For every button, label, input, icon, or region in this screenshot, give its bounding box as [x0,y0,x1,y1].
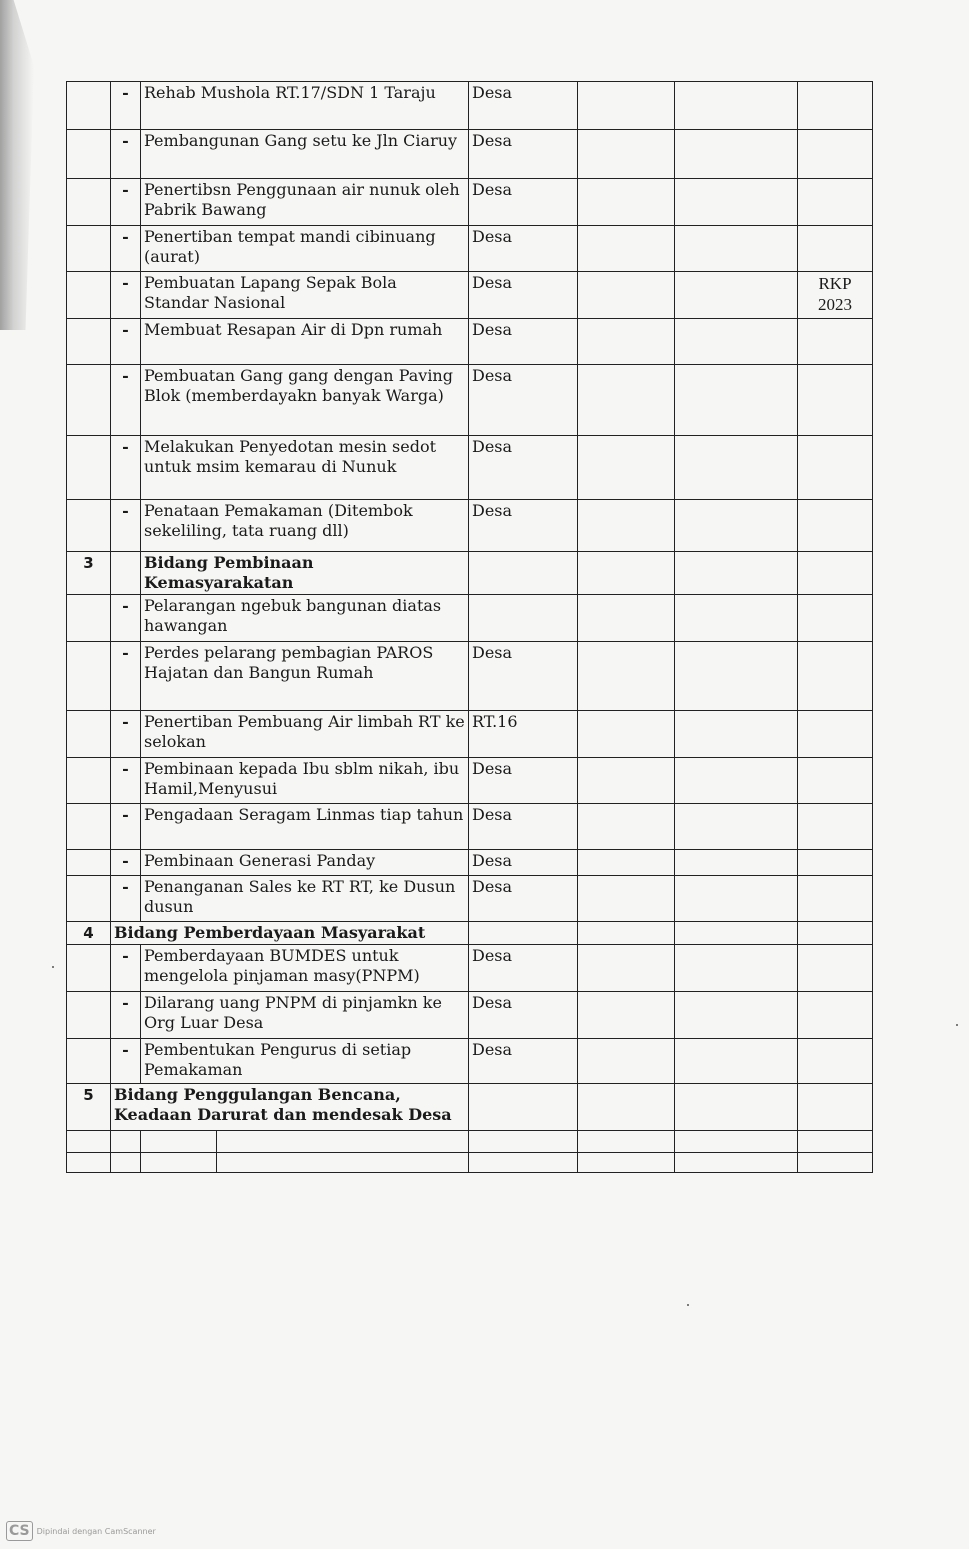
empty-cell [578,711,675,758]
location-cell: Desa [469,992,578,1039]
activity-row [67,365,873,436]
empty-cell [675,1084,798,1131]
location-cell: Desa [469,130,578,179]
location-cell: Desa [469,272,578,319]
activity-description-cell: Dilarang uang PNPM di pinjamkn ke Org Luar Desa [141,992,469,1039]
bullet-dash-cell: - [111,436,141,500]
activity-description-cell: Penertibsn Penggunaan air nunuk oleh Pabrik Bawang [141,179,469,226]
row-number-cell [67,642,111,711]
bidang-header-row [67,1084,873,1131]
bullet-dash-cell: - [111,365,141,436]
bidang-title-cell: Bidang Pembinaan Kemasyarakatan [141,552,469,595]
note-cell [798,850,873,876]
empty-cell [578,272,675,319]
activity-description-cell: Penataan Pemakaman (Ditembok sekeliling, tata ruang dll) [141,500,469,552]
activity-row [67,804,873,850]
bullet-dash-cell: - [111,500,141,552]
row-number-cell [67,130,111,179]
location-cell: Desa [469,804,578,850]
activity-row [67,758,873,804]
activity-description-cell: Pembentukan Pengurus di setiap Pemakaman [141,1039,469,1084]
activity-description-cell: Membuat Resapan Air di Dpn rumah [141,319,469,365]
page-curl-shadow [0,0,34,330]
bullet-dash-cell: - [111,992,141,1039]
empty-cell [67,1153,111,1173]
note-cell [798,1084,873,1131]
activity-row [67,272,873,319]
activity-description-cell: Pembuatan Gang gang dengan Paving Blok (memberdayakn banyak Warga) [141,365,469,436]
bullet-dash-cell: - [111,319,141,365]
activity-description-cell: Penertiban Pembuang Air limbah RT ke selokan [141,711,469,758]
empty-cell [578,595,675,642]
empty-cell [675,922,798,945]
activity-description-cell: Pembinaan Generasi Panday [141,850,469,876]
bullet-dash-cell: - [111,1039,141,1084]
note-cell [798,365,873,436]
empty-cell [578,1131,675,1153]
bidang-header-row [67,922,873,945]
activity-description-cell: Pelarangan ngebuk bangunan diatas hawangan [141,595,469,642]
empty-cell [217,1153,469,1173]
empty-cell [675,642,798,711]
empty-cell [675,272,798,319]
activity-row [67,595,873,642]
empty-cell [111,1153,141,1173]
empty-cell [578,319,675,365]
bullet-dash-cell: - [111,876,141,922]
empty-cell [578,82,675,130]
watermark-text: Dipindai dengan CamScanner [36,1526,156,1536]
row-number-cell: 3 [67,552,111,595]
empty-cell [67,1131,111,1153]
activity-row [67,82,873,130]
empty-cell [578,500,675,552]
empty-cell [578,945,675,992]
note-cell [798,82,873,130]
activity-row [67,876,873,922]
activity-row [67,992,873,1039]
bidang-title-cell: Bidang Pemberdayaan Masyarakat [111,922,469,945]
location-cell: Desa [469,945,578,992]
scanner-watermark [6,1521,156,1541]
location-cell: Desa [469,758,578,804]
activity-row [67,226,873,272]
activity-description-cell: Penanganan Sales ke RT RT, ke Dusun dusun [141,876,469,922]
location-cell: Desa [469,500,578,552]
empty-cell [141,1153,217,1173]
location-cell [469,1084,578,1131]
note-cell [798,804,873,850]
empty-cell [675,552,798,595]
scan-speck [687,1304,689,1306]
note-cell [798,319,873,365]
empty-cell [675,436,798,500]
note-cell: RKP 2023 [798,272,873,319]
row-number-cell: 5 [67,1084,111,1131]
location-cell: Desa [469,1039,578,1084]
note-cell [798,500,873,552]
row-number-cell: 4 [67,922,111,945]
empty-cell [578,179,675,226]
row-number-cell [67,711,111,758]
empty-cell [141,1131,217,1153]
note-cell [798,1039,873,1084]
rkp-activity-table [66,81,873,1173]
activity-row [67,711,873,758]
location-cell: Desa [469,850,578,876]
empty-cell [675,130,798,179]
bullet-dash-cell: - [111,758,141,804]
empty-cell [675,992,798,1039]
activity-row [67,850,873,876]
note-cell [798,642,873,711]
note-cell [798,876,873,922]
bullet-dash-cell: - [111,82,141,130]
empty-cell [798,1153,873,1173]
location-cell: Desa [469,365,578,436]
empty-cell [578,1084,675,1131]
activity-description-cell: Pembangunan Gang setu ke Jln Ciaruy [141,130,469,179]
empty-cell [578,922,675,945]
empty-cell [675,711,798,758]
location-cell: Desa [469,319,578,365]
empty-cell [675,804,798,850]
empty-cell [798,1131,873,1153]
empty-cell [675,1153,798,1173]
empty-cell [578,552,675,595]
empty-cell [675,319,798,365]
empty-cell [675,82,798,130]
note-cell [798,922,873,945]
scan-speck [52,966,54,968]
empty-cell [469,1131,578,1153]
empty-cell [578,876,675,922]
activity-row [67,945,873,992]
empty-cell [578,992,675,1039]
empty-cell [578,1153,675,1173]
row-number-cell [67,1039,111,1084]
row-number-cell [67,758,111,804]
bullet-dash-cell: - [111,850,141,876]
empty-cell [675,850,798,876]
row-number-cell [67,804,111,850]
empty-cell [578,758,675,804]
empty-cell [578,226,675,272]
empty-cell [469,1153,578,1173]
location-cell: Desa [469,82,578,130]
empty-cell [675,365,798,436]
bullet-dash-cell: - [111,945,141,992]
empty-cell [675,500,798,552]
empty-cell [675,1039,798,1084]
empty-cell [675,876,798,922]
row-number-cell [67,226,111,272]
activity-row [67,1039,873,1084]
note-cell [798,552,873,595]
note-cell [798,226,873,272]
bullet-dash-cell: - [111,804,141,850]
camscanner-logo: CS [6,1521,33,1541]
bullet-dash-cell: - [111,179,141,226]
activity-row [67,130,873,179]
empty-cell [675,595,798,642]
note-cell [798,179,873,226]
scan-speck [956,1024,958,1026]
activity-row [67,642,873,711]
location-cell: Desa [469,642,578,711]
row-number-cell [67,595,111,642]
activity-row [67,319,873,365]
location-cell [469,922,578,945]
bidang-title-cell: Bidang Penggulangan Bencana, Keadaan Darurat dan mendesak Desa [111,1084,469,1131]
empty-cell [578,1039,675,1084]
location-cell: Desa [469,876,578,922]
bullet-dash-cell: - [111,642,141,711]
row-number-cell [67,850,111,876]
empty-cell [578,804,675,850]
blank-row [67,1153,873,1173]
note-cell [798,945,873,992]
row-number-cell [67,436,111,500]
bullet-dash-cell: - [111,711,141,758]
note-cell [798,711,873,758]
empty-cell [675,179,798,226]
empty-cell [675,758,798,804]
activity-description-cell: Perdes pelarang pembagian PAROS Hajatan dan Bangun Rumah [141,642,469,711]
empty-cell [578,365,675,436]
activity-description-cell: Pembuatan Lapang Sepak Bola Standar Nasional [141,272,469,319]
activity-description-cell: Pembinaan kepada Ibu sblm nikah, ibu Hamil,Menyusui [141,758,469,804]
row-number-cell [67,500,111,552]
bullet-dash-cell: - [111,595,141,642]
blank-row [67,1131,873,1153]
bullet-dash-cell [111,552,141,595]
activity-description-cell: Rehab Mushola RT.17/SDN 1 Taraju [141,82,469,130]
empty-cell [578,850,675,876]
bullet-dash-cell: - [111,272,141,319]
activity-row [67,179,873,226]
note-cell [798,130,873,179]
bullet-dash-cell: - [111,226,141,272]
row-number-cell [67,82,111,130]
activity-row [67,436,873,500]
row-number-cell [67,945,111,992]
activity-description-cell: Pengadaan Seragam Linmas tiap tahun [141,804,469,850]
empty-cell [111,1131,141,1153]
note-cell [798,758,873,804]
note-cell [798,436,873,500]
row-number-cell [67,876,111,922]
empty-cell [675,226,798,272]
empty-cell [578,642,675,711]
activity-description-cell: Melakukan Penyedotan mesin sedot untuk msim kemarau di Nunuk [141,436,469,500]
row-number-cell [67,992,111,1039]
activity-row [67,500,873,552]
empty-cell [578,436,675,500]
empty-cell [578,130,675,179]
location-cell: Desa [469,226,578,272]
location-cell [469,595,578,642]
bidang-header-row [67,552,873,595]
empty-cell [675,1131,798,1153]
empty-cell [675,945,798,992]
location-cell: Desa [469,436,578,500]
location-cell: Desa [469,179,578,226]
row-number-cell [67,272,111,319]
row-number-cell [67,179,111,226]
bullet-dash-cell: - [111,130,141,179]
activity-description-cell: Pemberdayaan BUMDES untuk mengelola pinjaman masy(PNPM) [141,945,469,992]
row-number-cell [67,365,111,436]
note-cell [798,992,873,1039]
empty-cell [217,1131,469,1153]
row-number-cell [67,319,111,365]
activity-description-cell: Penertiban tempat mandi cibinuang (aurat) [141,226,469,272]
location-cell: RT.16 [469,711,578,758]
location-cell [469,552,578,595]
note-cell [798,595,873,642]
